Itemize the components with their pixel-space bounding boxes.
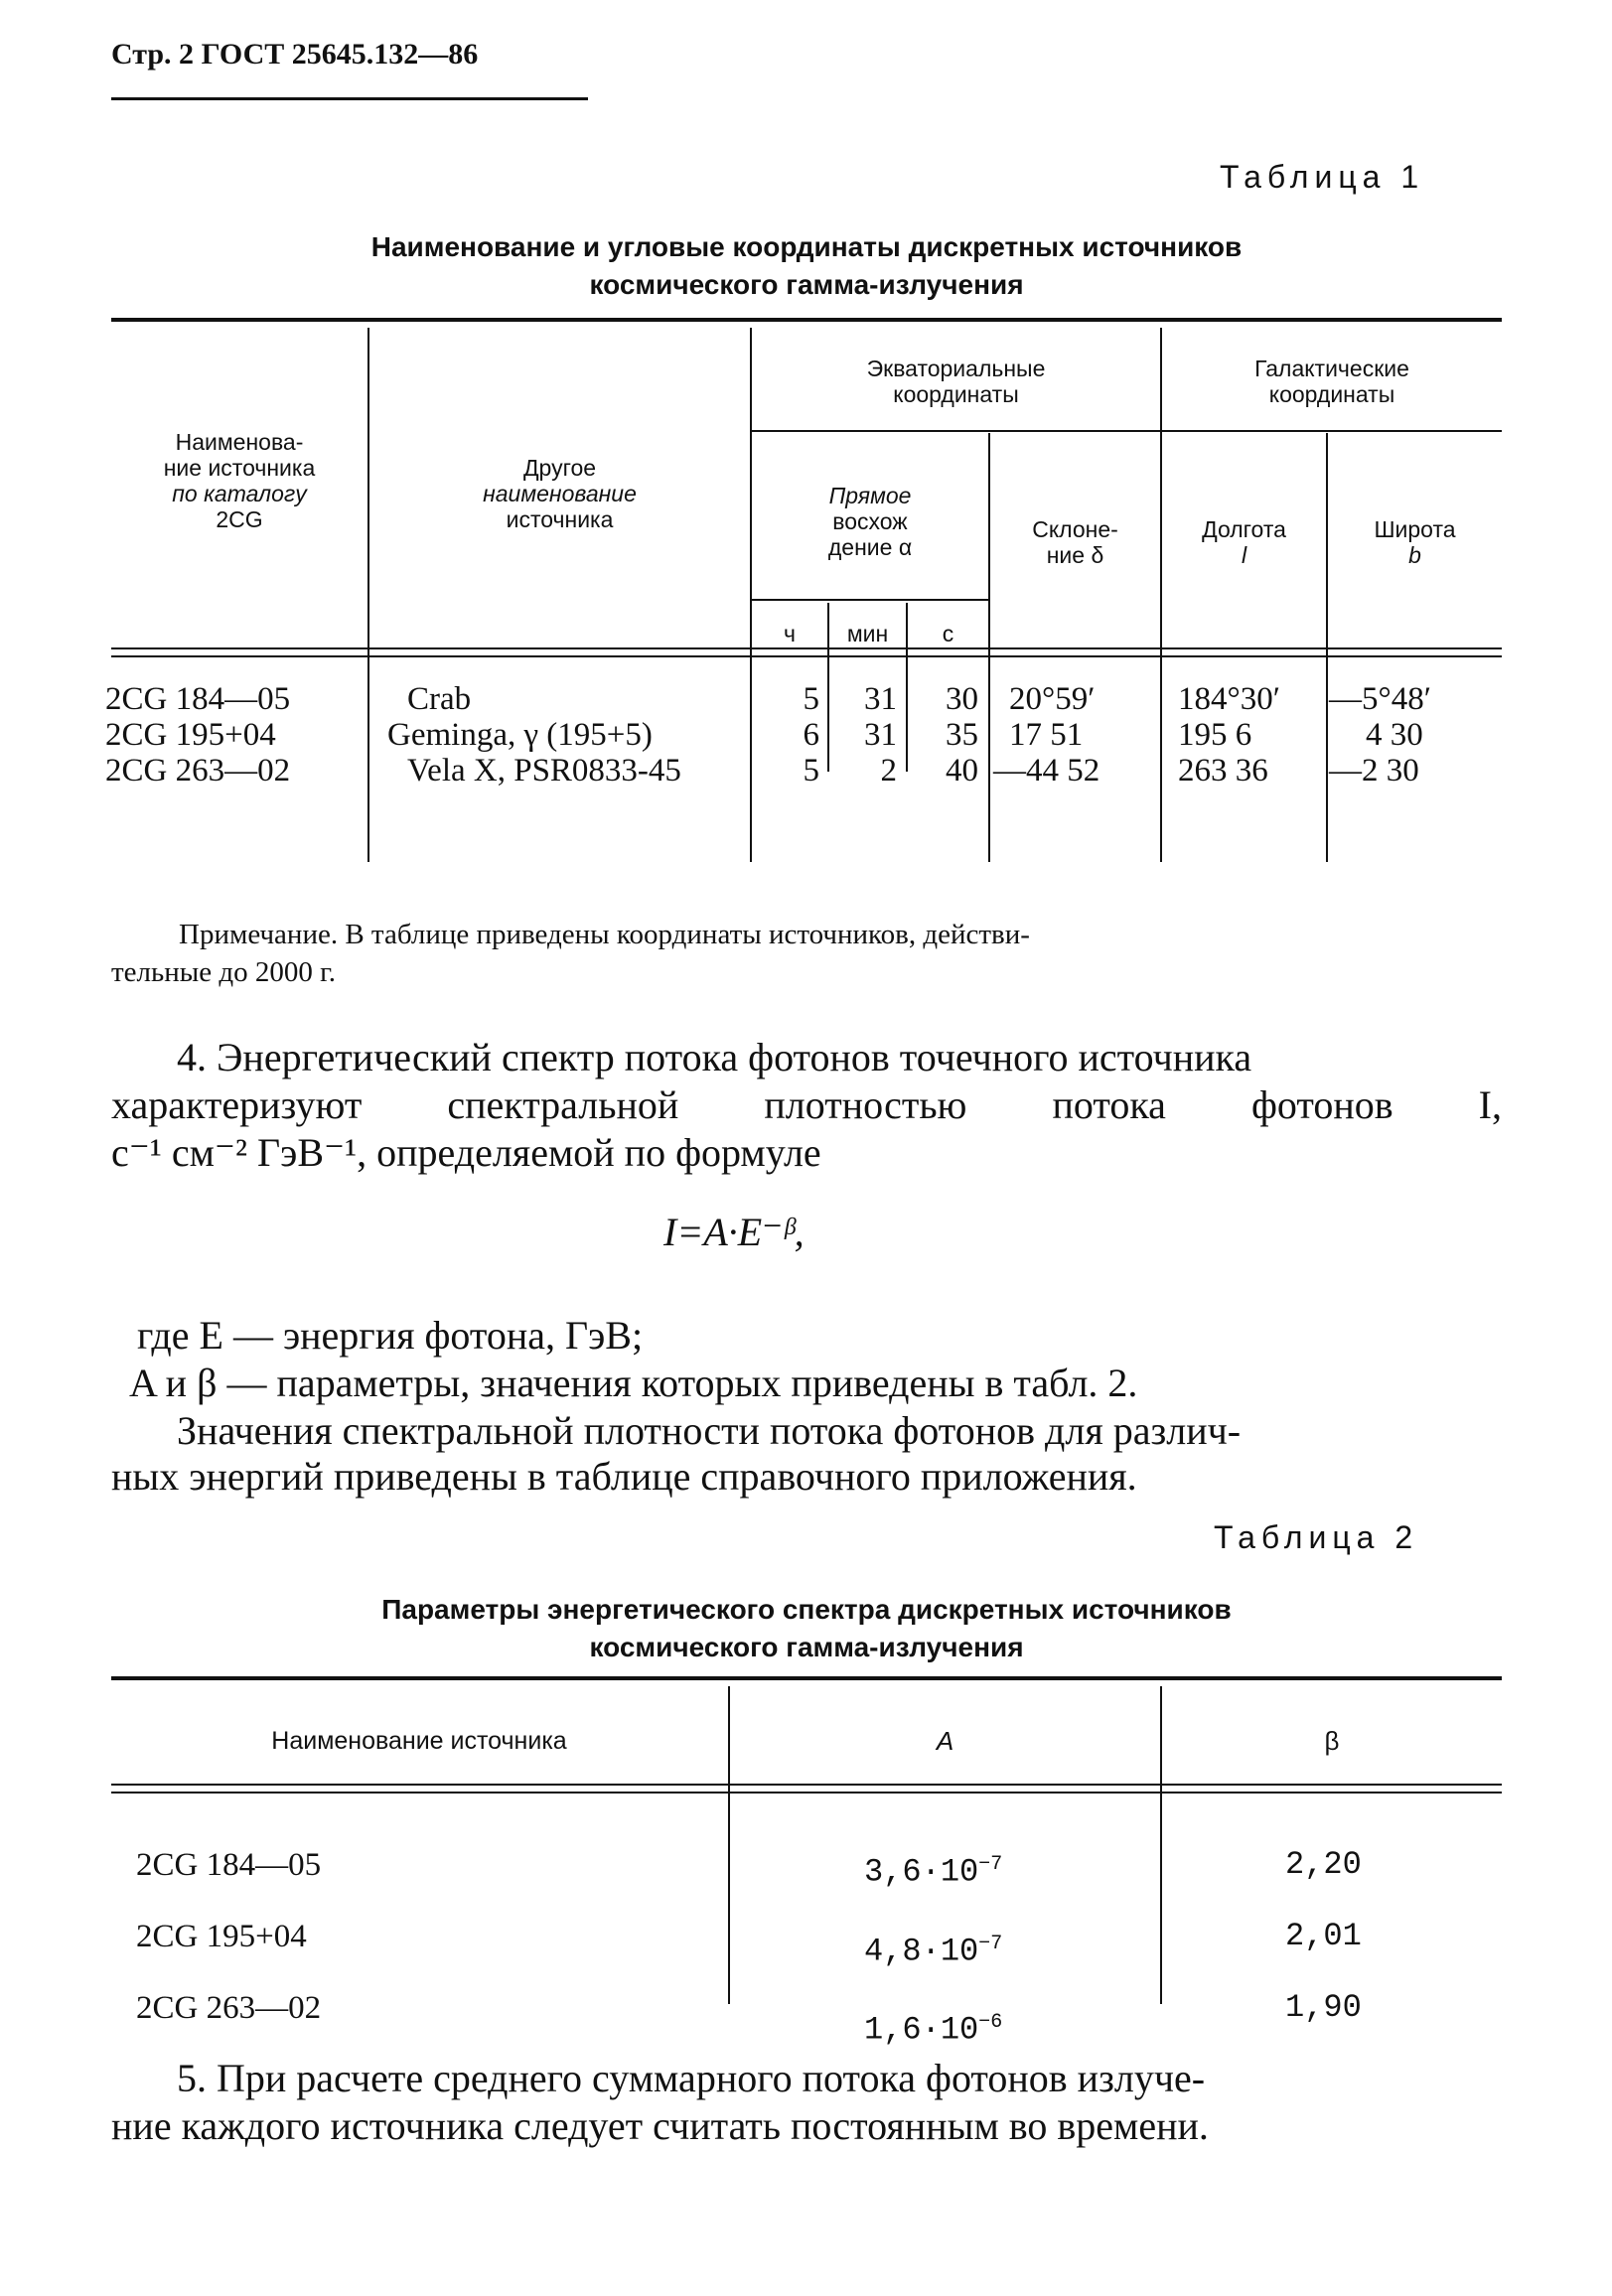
table2-col-b: β <box>1324 1726 1340 1756</box>
para4-line1: 4. Энергетический спектр потока фотонов точечного источника <box>177 1035 1252 1079</box>
table2-title-line2: космического гамма-излучения <box>589 1632 1024 1662</box>
table1-vline-4 <box>988 433 990 862</box>
table1-sub-h: ч <box>784 621 796 646</box>
table2-top-rule <box>111 1676 1502 1680</box>
table-cell: 2CG 195+04 <box>105 717 276 753</box>
table-cell: 17 51 <box>1009 717 1084 753</box>
table1-title <box>111 228 1502 304</box>
table2-header-rule-2 <box>111 1792 1502 1794</box>
formula: I=A·E⁻ᵝ, <box>663 1210 805 1254</box>
table-cell: 2 <box>880 753 897 789</box>
table2-title <box>111 1591 1502 1666</box>
para4-line4: Значения спектральной плотности потока фотонов для различ- <box>177 1408 1242 1453</box>
table-cell: —2 30 <box>1329 753 1419 789</box>
table-cell: −7 <box>978 1853 1003 1876</box>
table1-note-line1: Примечание. В таблице приведены координаты источников, действи- <box>179 919 1030 950</box>
table2-caption: Таблица 2 <box>1214 1519 1419 1555</box>
table1-title-line1: Наименование и угловые координаты дискретных источников <box>370 231 1243 262</box>
para4-where1: где E — энергия фотона, ГэВ; <box>137 1313 644 1358</box>
para5-line2: ние каждого источника следует считать постоянным во времени. <box>111 2103 1209 2148</box>
table1-col-galactic: Галактические координаты <box>1254 356 1409 407</box>
table1-header-rule-1 <box>111 647 1502 649</box>
table-cell: 40 <box>946 753 978 789</box>
table-cell: Vela X, PSR0833-45 <box>407 753 681 789</box>
table-cell: 1,6·10 <box>864 2011 979 2049</box>
table-cell: 195 6 <box>1178 717 1252 753</box>
table2-header-rule-1 <box>111 1784 1502 1786</box>
table1-col-name-values <box>105 681 290 789</box>
table-cell: 184°30′ <box>1178 681 1280 717</box>
table1-col-lat-values <box>1329 681 1431 789</box>
table1-sub-min: мин <box>846 621 889 646</box>
table2-col-a: A <box>936 1726 954 1756</box>
table-cell: —44 52 <box>993 753 1100 789</box>
table-cell: 31 <box>864 717 897 753</box>
table1-equatorial-rule <box>752 430 1161 432</box>
table-cell: 2,20 <box>1285 1846 1362 1883</box>
table-cell: —5°48′ <box>1329 681 1431 717</box>
table-cell: −6 <box>978 2011 1003 2035</box>
table1-col-s-values <box>908 681 978 789</box>
table-cell: 5 <box>803 681 819 717</box>
table-cell: 4 30 <box>1366 717 1423 753</box>
table-cell: 31 <box>864 681 897 717</box>
para4-line5: ных энергий приведены в таблице справочного приложения. <box>111 1454 1137 1499</box>
header-underline <box>111 97 588 100</box>
table-cell: −7 <box>978 1932 1003 1955</box>
table-cell: 2CG 263—02 <box>136 1990 322 2026</box>
para4-line2: характеризуют спектральной плотностью потока фотонов I, <box>111 1082 1502 1127</box>
para4-where2: A и β — параметры, значения которых приведены в табл. 2. <box>129 1361 1138 1405</box>
table-cell: 3,6·10 <box>864 1853 979 1891</box>
table-cell: 263 36 <box>1178 753 1268 789</box>
table1-vline-1 <box>367 328 369 862</box>
table-cell: 2,01 <box>1285 1918 1362 1954</box>
table1-col-h-values <box>752 681 819 789</box>
table1-note-line2: тельные до 2000 г. <box>111 956 336 988</box>
table-cell: 4,8·10 <box>864 1933 979 1970</box>
standard-number: ГОСТ 25645.132—86 <box>201 38 479 71</box>
table1-top-rule <box>111 318 1502 322</box>
table1-header-rule-2 <box>111 655 1502 657</box>
table-cell: 6 <box>803 717 819 753</box>
table1-col-lon: Долгота l <box>1202 516 1286 568</box>
table2-col-name: Наименование источника <box>271 1727 567 1755</box>
table1-caption: Таблица 1 <box>1220 159 1425 195</box>
table1-col-dec: Склоне- ние δ <box>1032 516 1118 568</box>
table2-col-b-values <box>1285 1829 1362 2044</box>
table2-title-line1: Параметры энергетического спектра дискретных источников <box>381 1594 1232 1625</box>
table-cell: 2CG 263—02 <box>105 753 291 789</box>
table-cell: 5 <box>803 753 819 789</box>
table-cell: 35 <box>946 717 978 753</box>
table1-col-other-values <box>387 681 681 789</box>
table2-col-a-values <box>864 1829 1002 2067</box>
table-cell: 1,90 <box>1285 1989 1362 2026</box>
table1-col-dec-values <box>993 681 1099 789</box>
table1-vline-3 <box>1160 328 1162 862</box>
page-header <box>111 38 478 72</box>
table1-title-line2: космического гамма-излучения <box>589 269 1024 300</box>
table1-col-name: Наименова- ние источника по каталогу 2CG <box>163 429 316 532</box>
table-cell: 30 <box>946 681 978 717</box>
table1-col-ra: Прямое восхож дение α <box>827 483 913 560</box>
table1-ra-rule <box>752 599 988 601</box>
table1-col-equatorial: Экваториальные координаты <box>866 356 1046 407</box>
para4-line3: с⁻¹ см⁻² ГэВ⁻¹, определяемой по формуле <box>111 1130 821 1175</box>
table1-sub-s: с <box>942 621 954 646</box>
table-cell: 2CG 184—05 <box>136 1847 322 1883</box>
table-cell: 2CG 184—05 <box>105 681 291 717</box>
table2-col-name-values <box>136 1829 321 2044</box>
table1-vline-5 <box>1326 433 1328 862</box>
table1-col-other: Другое наименование источника <box>483 455 637 532</box>
para5-line1: 5. При расчете среднего суммарного потока фотонов излуче- <box>177 2056 1206 2100</box>
table1-col-min-values <box>829 681 897 789</box>
table1-col-lat: Широта b <box>1374 516 1456 568</box>
table1-galactic-rule <box>1162 430 1502 432</box>
table-cell: 20°59′ <box>1009 681 1096 717</box>
table-row <box>864 1829 1002 1909</box>
table-row <box>864 1909 1002 1988</box>
table-cell: Crab <box>407 681 472 717</box>
table1-col-lon-values <box>1178 681 1280 789</box>
page-number: Стр. 2 <box>111 38 195 71</box>
table-cell: Geminga, γ (195+5) <box>387 717 653 753</box>
table-cell: 2CG 195+04 <box>136 1919 307 1954</box>
